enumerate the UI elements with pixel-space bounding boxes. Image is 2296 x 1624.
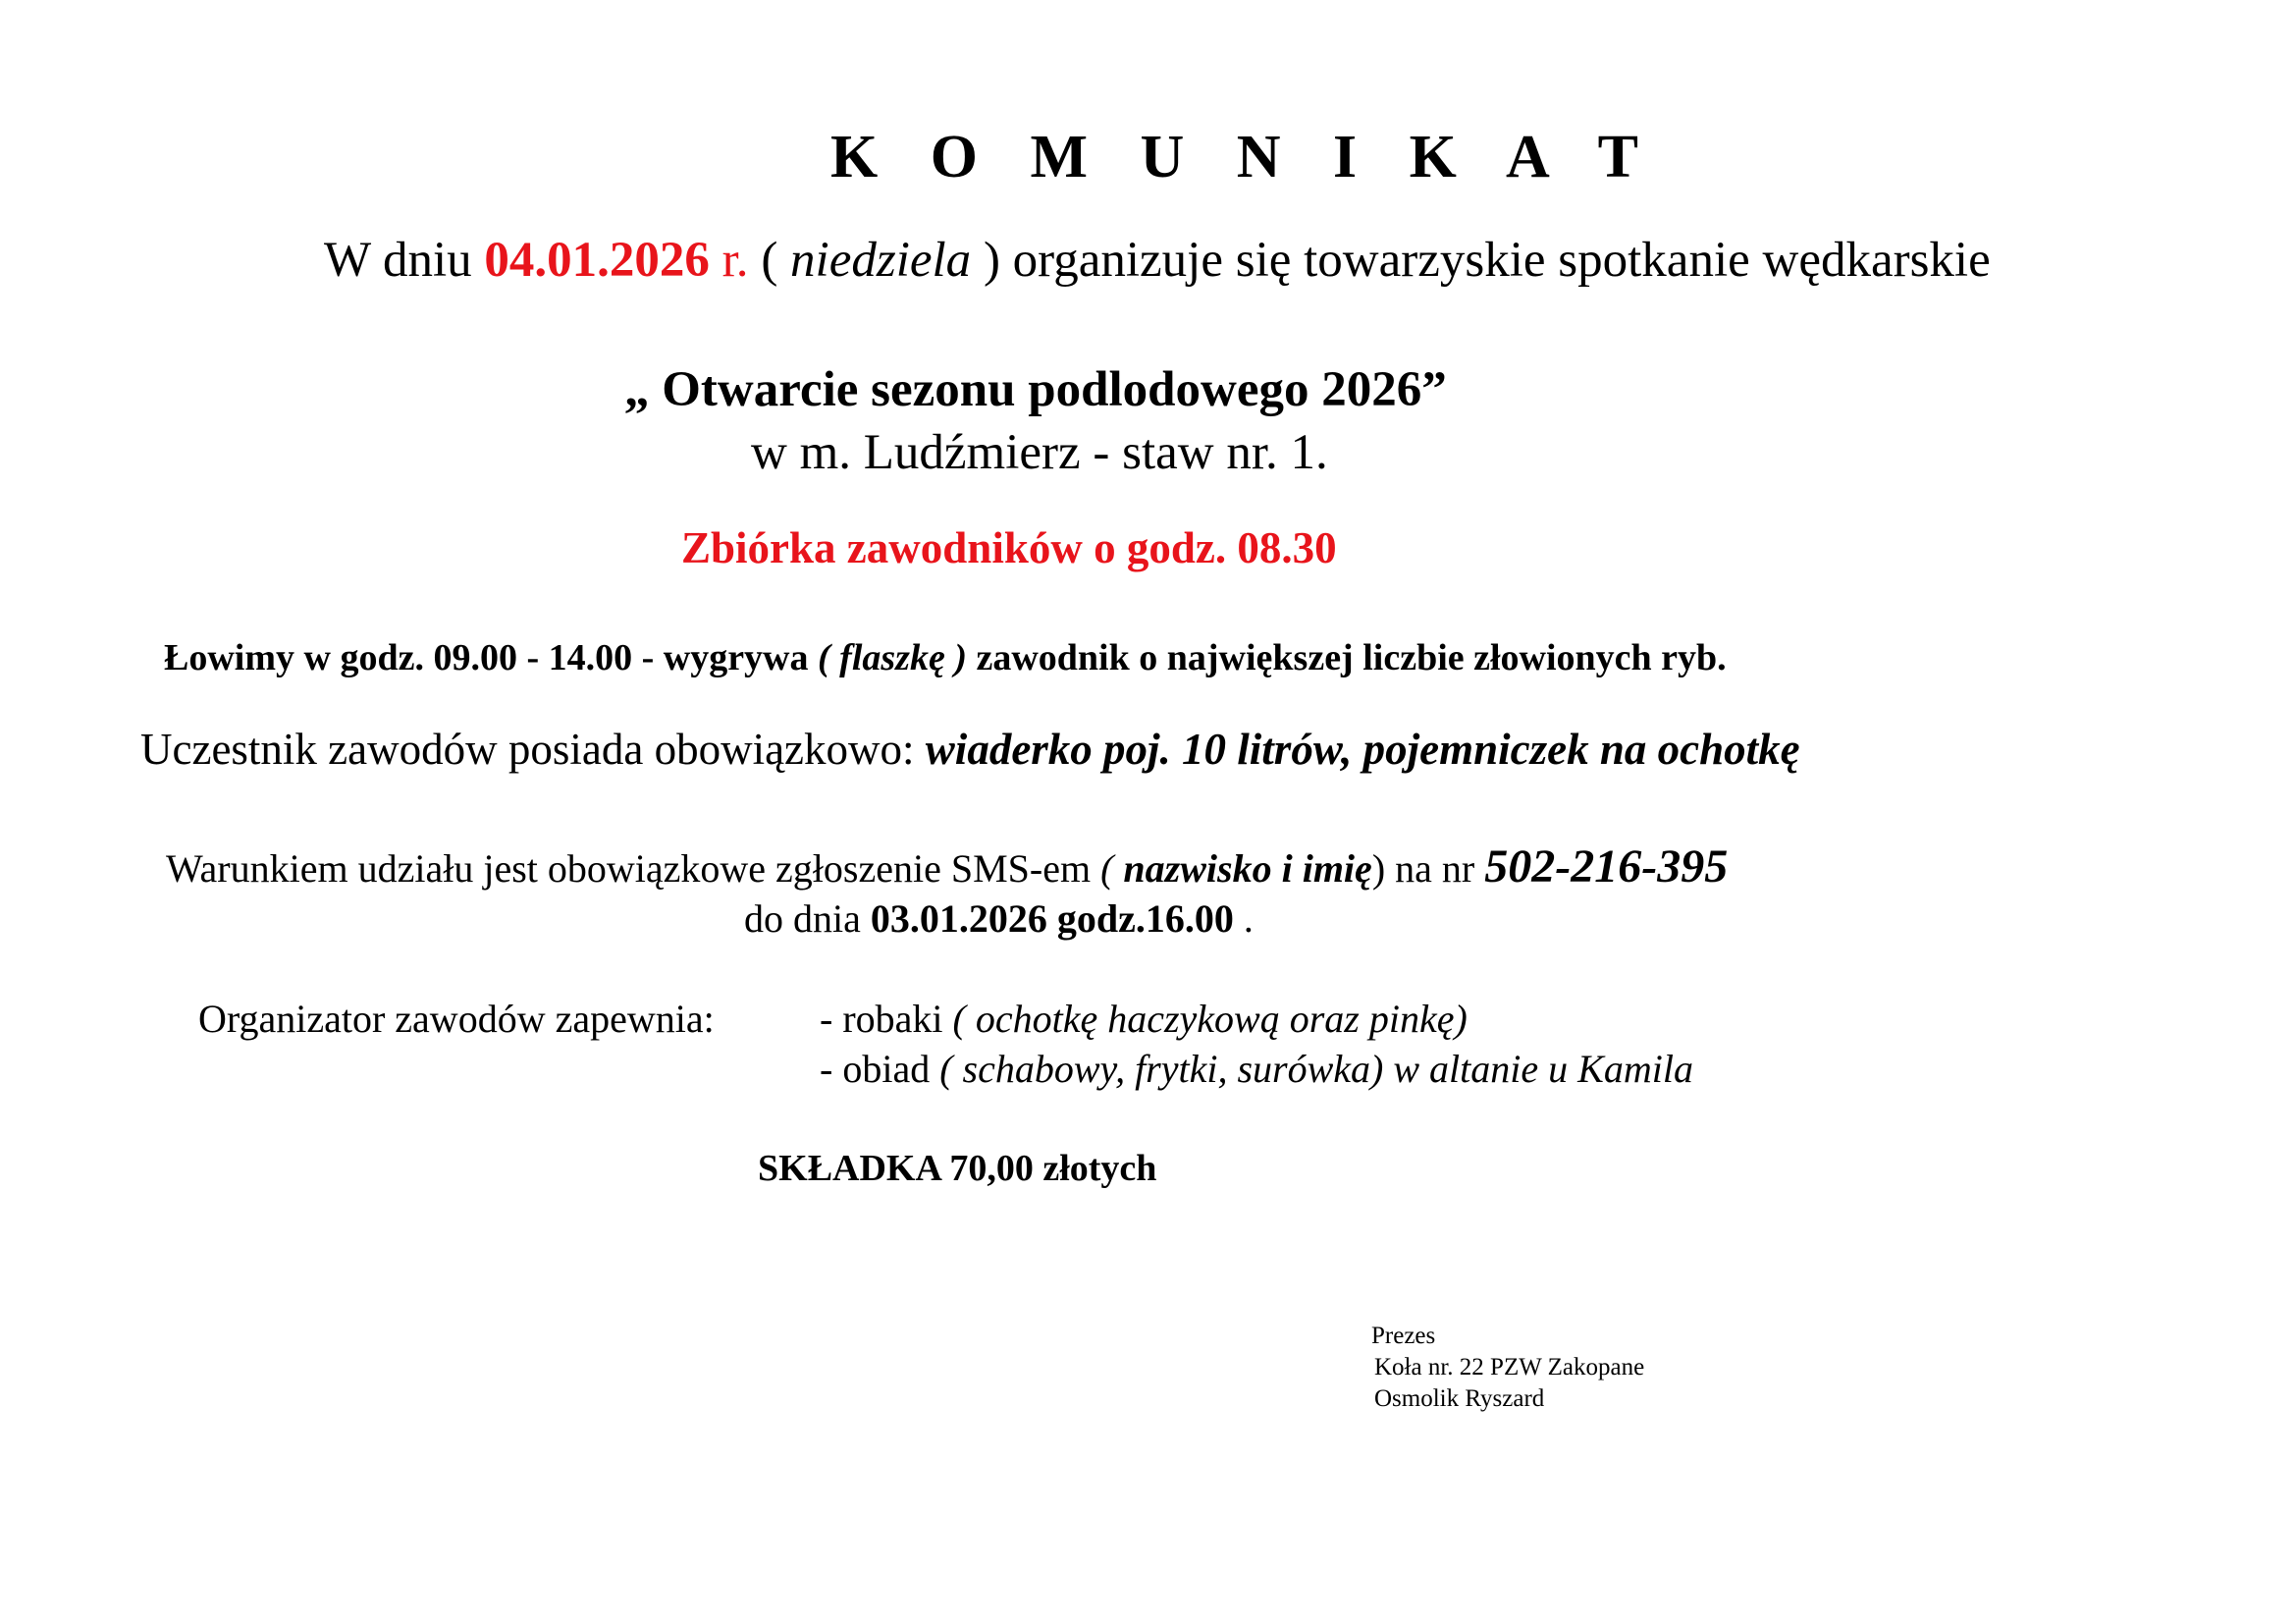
fishing-prize: ( flaszkę )	[818, 637, 967, 678]
deadline-prefix: do dnia	[744, 896, 871, 941]
event-date: 04.01.2026	[484, 233, 710, 288]
provides-item-name: obiad	[842, 1047, 940, 1091]
event-date-suffix: r.	[709, 233, 749, 288]
page-title: K O M U N I K A T	[830, 124, 1658, 190]
phone-number: 502-216-395	[1484, 840, 1729, 893]
signup-paren-close: )	[1371, 846, 1386, 891]
signup-condition	[166, 840, 1729, 893]
event-name: „ Otwarcie sezonu podlodowego 2026”	[624, 362, 1447, 417]
entry-fee: SKŁADKA 70,00 złotych	[758, 1148, 1157, 1189]
day-close: )	[971, 233, 1013, 288]
signup-deadline	[744, 896, 1254, 941]
signup-text-b: na nr	[1385, 846, 1485, 891]
provides-item-detail: ( ochotkę haczykową oraz pinkę)	[952, 997, 1468, 1041]
deadline-datetime: 03.01.2026 godz.16.00	[870, 896, 1234, 941]
signature-name: Osmolik Ryszard	[1374, 1385, 1545, 1412]
fishing-rules	[164, 639, 1727, 677]
fishing-text-a: Łowimy w godz. 09.00 - 14.00 - wygrywa	[164, 637, 819, 678]
deadline-suffix: .	[1233, 896, 1254, 941]
intro-rest: organizuje się towarzyskie spotkanie wędkarskie	[1012, 233, 1991, 288]
event-day: niedziela	[790, 233, 972, 288]
signature-organization: Koła nr. 22 PZW Zakopane	[1374, 1354, 1645, 1380]
provides-item-dinner	[820, 1047, 1693, 1091]
provides-item-dash: -	[820, 997, 843, 1041]
event-place: w m. Ludźmierz - staw nr. 1.	[751, 425, 1328, 480]
gathering-time: Zbiórka zawodników o godz. 08.30	[681, 523, 1337, 572]
equipment-items: wiaderko poj. 10 litrów, pojemniczek na ochotkę	[925, 725, 1800, 774]
day-open: (	[748, 233, 791, 288]
provides-item-detail: ( schabowy, frytki, surówka) w altanie u Kamila	[939, 1047, 1693, 1091]
provides-item-worms	[820, 997, 1468, 1041]
signup-data-required: nazwisko i imię	[1123, 846, 1372, 891]
signup-text-a: Warunkiem udziału jest obowiązkowe zgłoszenie SMS-em	[166, 846, 1101, 891]
signature-role: Prezes	[1371, 1323, 1436, 1349]
signup-paren-open: (	[1100, 846, 1124, 891]
intro-prefix: W dniu	[324, 233, 485, 288]
provides-item-name: robaki	[842, 997, 953, 1041]
required-equipment	[140, 725, 1800, 774]
intro-line	[324, 233, 1991, 288]
fishing-text-b: zawodnik o największej liczbie złowionych ryb.	[966, 637, 1727, 678]
provides-item-dash: -	[820, 1047, 843, 1091]
organizer-provides	[198, 997, 1468, 1041]
equipment-label: Uczestnik zawodów posiada obowiązkowo:	[140, 725, 926, 774]
provides-label: Organizator zawodów zapewnia:	[198, 997, 715, 1041]
